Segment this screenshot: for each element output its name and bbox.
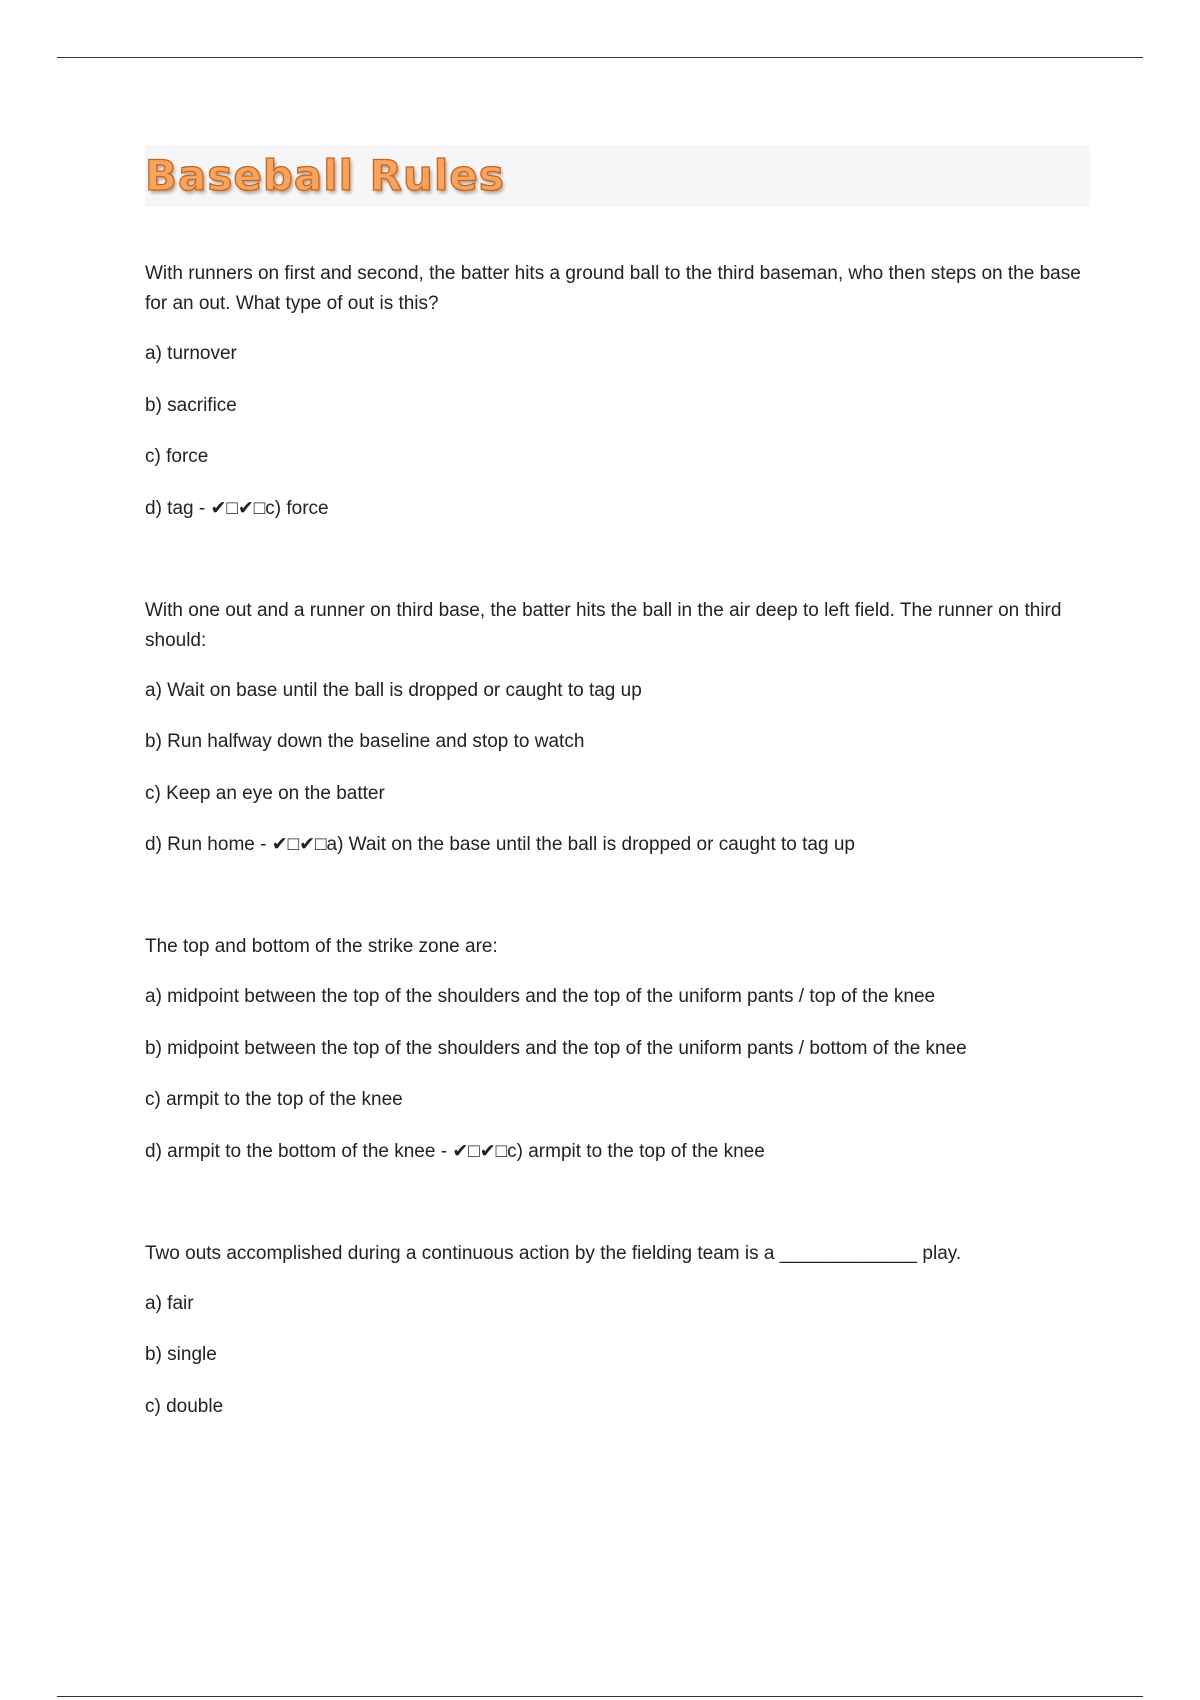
footer-rule <box>57 1696 1143 1697</box>
option-d-with-answer: d) armpit to the bottom of the knee - ✔□✔□c) armpit to the top of the knee <box>145 1140 765 1162</box>
header-rule <box>57 57 1143 58</box>
question-text: The top and bottom of the strike zone are: <box>145 936 498 957</box>
option-a: a) Wait on base until the ball is dropped or caught to tag up <box>145 679 642 701</box>
answer-options <box>145 339 1090 524</box>
title-banner <box>145 145 1090 207</box>
document-body <box>145 145 1090 1494</box>
question-3 <box>145 932 1090 1167</box>
question-text: With one out and a runner on third base, the batter hits the ball in the air deep to left field. The runner on third should: <box>145 599 1062 651</box>
option-b: b) single <box>145 1344 217 1365</box>
option-c: c) Keep an eye on the batter <box>145 782 385 804</box>
option-c: c) armpit to the top of the knee <box>145 1089 403 1110</box>
answer-options <box>145 676 1090 861</box>
option-b: b) midpoint between the top of the shoulders and the top of the uniform pants / bottom of the knee <box>145 1037 967 1059</box>
option-a: a) fair <box>145 1292 194 1314</box>
option-b: b) Run halfway down the baseline and stop to watch <box>145 731 585 752</box>
option-d-with-answer: d) Run home - ✔□✔□a) Wait on the base until the ball is dropped or caught to tag up <box>145 834 855 855</box>
question-list <box>145 259 1090 1422</box>
option-a: a) turnover <box>145 343 237 364</box>
question-1 <box>145 259 1090 524</box>
question-text: Two outs accomplished during a continuous action by the fielding team is a _____________ play. <box>145 1242 962 1264</box>
document-title: Baseball Rules <box>145 151 505 200</box>
answer-options <box>145 1289 1090 1422</box>
option-a: a) midpoint between the top of the shoulders and the top of the uniform pants / top of the knee <box>145 986 936 1007</box>
answer-options <box>145 982 1090 1167</box>
question-4 <box>145 1239 1090 1422</box>
option-d-with-answer: d) tag - ✔□✔□c) force <box>145 497 329 519</box>
option-b: b) sacrifice <box>145 394 237 416</box>
question-2 <box>145 596 1090 861</box>
option-c: c) force <box>145 446 209 467</box>
question-text: With runners on first and second, the batter hits a ground ball to the third baseman, who then steps on the base for an out. What type of out is this? <box>145 263 1081 314</box>
option-c: c) double <box>145 1395 224 1417</box>
